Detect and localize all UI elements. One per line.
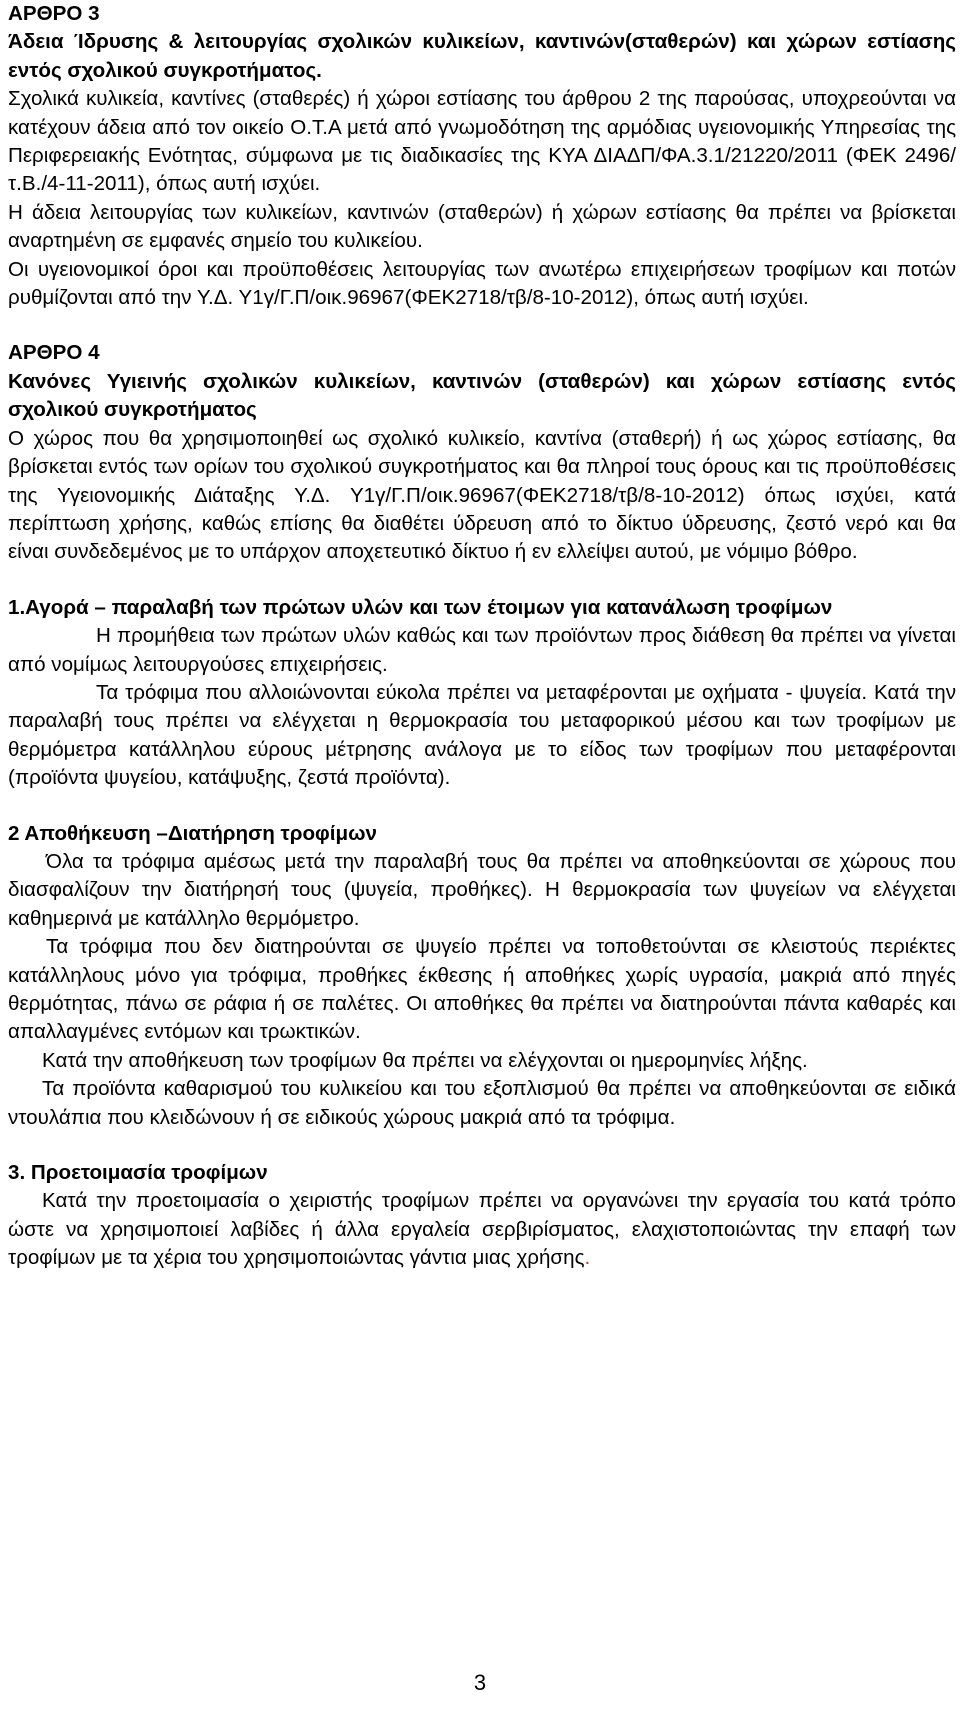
section-spacer: [8, 793, 956, 820]
section-3-title: 3. Προετοιμασία τροφίμων: [8, 1161, 268, 1185]
section-spacer: [8, 1132, 956, 1159]
section-2-paragraph: Τα προϊόντα καθαρισμού του κυλικείου και του εξοπλισμού θα πρέπει να αποθηκεύονται σε ειδικά ντουλάπια που κλειδώνουν ή σε ειδικούς χώρους μακριά από τα τρόφιμα.: [8, 1077, 956, 1129]
article-3-heading: ΑΡΘΡΟ 3: [8, 2, 100, 25]
section-spacer: [8, 312, 956, 339]
article-4-title: Κανόνες Υγιεινής σχολικών κυλικείων, καντινών (σταθερών) και χώρων εστίασης εντός σχολικού συγκροτήματος: [8, 369, 956, 422]
section-2-paragraph: Κατά την αποθήκευση των τροφίμων θα πρέπει να ελέγχονται οι ημερομηνίες λήξης.: [42, 1048, 808, 1072]
section-3-paragraph: [8, 1187, 956, 1272]
section-2-paragraph: Όλα τα τρόφιμα αμέσως μετά την παραλαβή τους θα πρέπει να αποθηκεύονται σε χώρους που διασφαλίζουν την διατήρησή τους (ψυγεία, προθήκες). Η θερμοκρασία των ψυγείων να ελέγχεται καθημερινά με κατάλληλο θερμόμετρο.: [8, 849, 956, 930]
article-3-paragraph: Σχολικά κυλικεία, καντίνες (σταθερές) ή χώροι εστίασης του άρθρου 2 της παρούσας, υποχρεούνται να κατέχουν άδεια από τον οικείο Ο.Τ.Α μετά από γνωμοδότηση της αρμόδιας υγειονομικής Υπηρεσίας της Περιφερειακής Ενότητας, σύμφωνα με τις διαδικασίες της ΚΥΑ ΔΙΑΔΠ/ΦΑ.3.1/21220/2011 (ΦΕΚ 2496/τ.Β./4-11-2011), όπως αυτή ισχύει.: [8, 87, 956, 196]
page-number: 3: [473, 1670, 487, 1695]
section-spacer: [8, 567, 956, 594]
section-3-paragraph-text: Κατά την προετοιμασία ο χειριστής τροφίμων πρέπει να οργανώνει την εργασία του κατά τρόπο ώστε να χρησιμοποιεί λαβίδες ή άλλα εργαλεία σερβιρίσματος, ελαχιστοποιώντας την επαφή των τροφίμων με τα χέρια του χρησιμοποιώντας γάντια μιας χρήσης: [8, 1189, 956, 1270]
section-1-paragraph: Η προμήθεια των πρώτων υλών καθώς και των προϊόντων προς διάθεση θα πρέπει να γίνεται από νομίμως λειτουργούσες επιχειρήσεις.: [8, 624, 956, 676]
document-page: [8, 0, 956, 1273]
section-2-title: 2 Αποθήκευση –Διατήρηση τροφίμων: [8, 821, 377, 845]
article-4-paragraph: Ο χώρος που θα χρησιμοποιηθεί ως σχολικό κυλικείο, καντίνα (σταθερή) ή ως χώρος εστίασης, θα βρίσκεται εντός των ορίων του σχολικού συγκροτήματος και θα πληροί τους όρους και τις προϋποθέσεις της Υγειονομικής Διάταξης Υ.Δ. Υ1γ/Γ.Π/οικ.96967(ΦΕΚ2718/τβ/8-10-2012) όπως ισχύει, κατά περίπτωση χρήσης, καθώς επίσης θα διαθέτει ύδρευση από το δίκτυο ύδρευσης, ζεστό νερό και θα είναι συνδεδεμένος με το υπάρχον αποχετευτικό δίκτυο ή εν ελλείψει αυτού, με νόμιμο βόθρο.: [8, 426, 956, 564]
section-1-paragraph: Τα τρόφιμα που αλλοιώνονται εύκολα πρέπει να μεταφέρονται με οχήματα - ψυγεία. Κατά την παραλαβή τους πρέπει να ελέγχεται η θερμοκρασία του μεταφορικού μέσου και των τροφίμων με θερμόμετρα κατάλληλου εύρους μέτρησης ανάλογα με το είδος των τροφίμων που μεταφέρονται (προϊόντα ψυγείου, κατάψυξης, ζεστά προϊόντα).: [8, 680, 956, 790]
article-3-paragraph: Η άδεια λειτουργίας των κυλικείων, καντινών (σταθερών) ή χώρων εστίασης θα πρέπει να βρίσκεται αναρτημένη σε εμφανές σημείο του κυλικείου.: [8, 200, 956, 253]
section-1-title: 1.Αγορά – παραλαβή των πρώτων υλών και των έτοιμων για κατανάλωση τροφίμων: [8, 595, 833, 619]
section-3-trailing-mark: .: [584, 1246, 591, 1270]
article-3-title: Άδεια Ίδρυσης & λειτουργίας σχολικών κυλικείων, καντινών(σταθερών) και χώρων εστίασης εντός σχολικού συγκροτήματος.: [8, 30, 956, 82]
article-4-heading: ΑΡΘΡΟ 4: [8, 341, 100, 365]
section-2-paragraph: Τα τρόφιμα που δεν διατηρούνται σε ψυγείο πρέπει να τοποθετούνται σε κλειστούς περιέκτες κατάλληλους μόνο για τρόφιμα, προθήκες έκθεσης ή αποθήκες χωρίς υγρασία, μακριά από πηγές θερμότητας, πάνω σε ράφια ή σε παλέτες. Οι αποθήκες θα πρέπει να διατηρούνται πάντα καθαρές και απαλλαγμένες εντόμων και τρωκτικών.: [8, 935, 956, 1044]
article-3-paragraph: Οι υγειονομικοί όροι και προϋποθέσεις λειτουργίας των ανωτέρω επιχειρήσεων τροφίμων και ποτών ρυθμίζονται από την Υ.Δ. Υ1γ/Γ.Π/οικ.96967(ΦΕΚ2718/τβ/8-10-2012), όπως αυτή ισχύει.: [8, 257, 956, 310]
